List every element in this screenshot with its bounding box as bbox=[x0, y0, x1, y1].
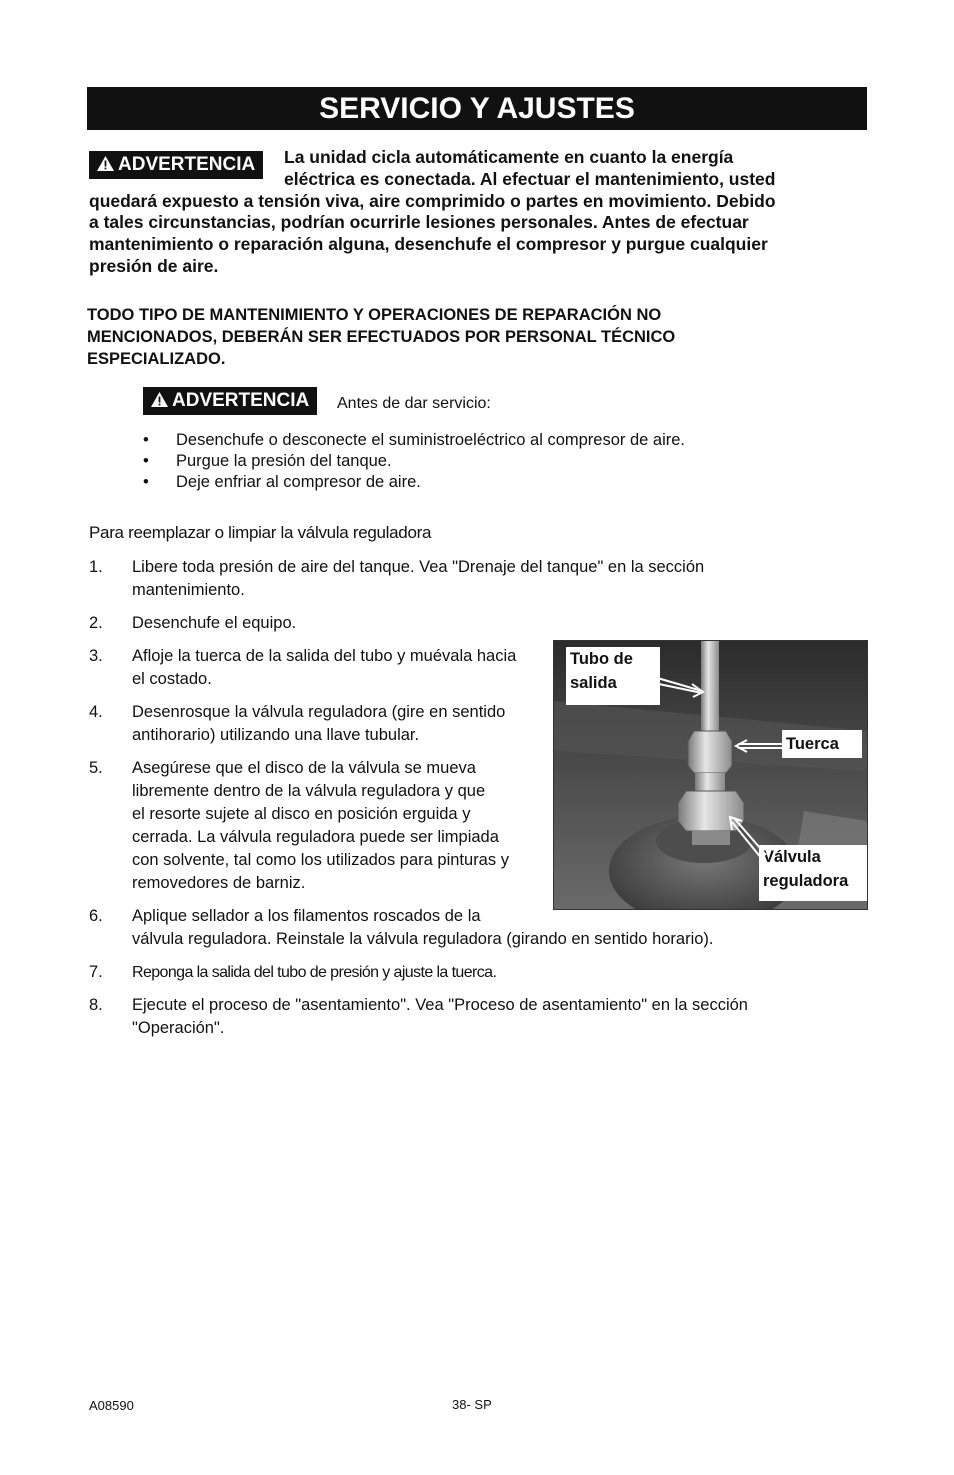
step-number: 3. bbox=[89, 647, 103, 665]
page-title: SERVICIO Y AJUSTES bbox=[87, 87, 867, 130]
specialist-notice bbox=[87, 304, 827, 370]
document-code: A08590 bbox=[89, 1398, 134, 1413]
callout-line: reguladora bbox=[763, 872, 849, 890]
list-item bbox=[143, 472, 685, 493]
warning1-line: eléctrica es conectada. Al efectuar el mantenimiento, usted bbox=[284, 168, 776, 189]
callout-line: Tubo de bbox=[570, 650, 633, 668]
step-line: antihorario) utilizando una llave tubular. bbox=[132, 726, 420, 744]
step-line: cerrada. La válvula reguladora puede ser limpiada bbox=[132, 828, 499, 846]
step-line: válvula reguladora. Reinstale la válvula reguladora (girando en sentido horario). bbox=[132, 930, 714, 948]
step-line: Asegúrese que el disco de la válvula se mueva bbox=[132, 759, 476, 777]
list-item-text: Desenchufe o desconecte el suministroeléctrico al compresor de aire. bbox=[176, 431, 686, 449]
step-line: removedores de barniz. bbox=[132, 874, 306, 892]
notice-line: TODO TIPO DE MANTENIMIENTO Y OPERACIONES DE REPARACIÓN NO bbox=[87, 306, 662, 324]
step-line: "Operación". bbox=[132, 1019, 225, 1037]
list-item-text: Purgue la presión del tanque. bbox=[176, 452, 392, 470]
warning-badge-label: ADVERTENCIA bbox=[118, 154, 256, 175]
step-line: Ejecute el proceso de "asentamiento". Vea "Proceso de asentamiento" en la sección bbox=[132, 996, 748, 1014]
step-number: 8. bbox=[89, 996, 103, 1014]
step-number: 1. bbox=[89, 558, 103, 576]
step-line: Reponga la salida del tubo de presión y ajuste la tuerca. bbox=[132, 964, 497, 981]
step-line: Libere toda presión de aire del tanque. Vea "Drenaje del tanque" en la sección bbox=[132, 558, 705, 576]
warning1-line: La unidad cicla automáticamente en cuanto la energía bbox=[284, 147, 734, 167]
notice-line: ESPECIALIZADO. bbox=[87, 350, 226, 368]
warning1-text bbox=[89, 147, 859, 278]
warning-badge-label: ADVERTENCIA bbox=[172, 390, 310, 411]
step-line: el resorte sujete al disco en posición erguida y bbox=[132, 805, 471, 823]
step-number: 7. bbox=[89, 963, 103, 981]
list-item bbox=[143, 430, 685, 451]
before-service-text: Antes de dar servicio: bbox=[337, 395, 491, 412]
warning1-line: mantenimiento o reparación alguna, desenchufe el compresor y purgue cualquier bbox=[89, 234, 768, 255]
section-subheading: Para reemplazar o limpiar la válvula reguladora bbox=[89, 523, 432, 542]
notice-line: MENCIONADOS, DEBERÁN SER EFECTUADOS POR PERSONAL TÉCNICO bbox=[87, 328, 676, 346]
callout-line: salida bbox=[570, 674, 617, 692]
bullet-icon: • bbox=[143, 452, 149, 470]
step-number: 4. bbox=[89, 703, 103, 721]
precaution-list bbox=[143, 430, 685, 493]
warning1-line: a tales circunstancias, podrían ocurrirle lesiones personales. Antes de efectuar bbox=[89, 212, 749, 233]
step-number: 5. bbox=[89, 759, 103, 777]
page-number: 38- SP bbox=[452, 1397, 492, 1412]
step-number: 6. bbox=[89, 907, 103, 925]
step-line: Afloje la tuerca de la salida del tubo y muévala hacia bbox=[132, 647, 517, 665]
step-number: 2. bbox=[89, 614, 103, 632]
bullet-icon: • bbox=[143, 431, 149, 449]
step-line: con solvente, tal como los utilizados para pinturas y bbox=[132, 851, 509, 869]
list-item bbox=[143, 451, 685, 472]
step-line: el costado. bbox=[132, 670, 212, 688]
warning-badge bbox=[143, 387, 317, 415]
step-line: libremente dentro de la válvula reguladora y que bbox=[132, 782, 486, 800]
warning1-line: presión de aire. bbox=[89, 255, 219, 276]
list-item-text: Deje enfriar al compresor de aire. bbox=[176, 473, 421, 491]
warning-triangle-icon bbox=[151, 388, 168, 416]
callout-line: Tuerca bbox=[786, 735, 839, 753]
valve-photo bbox=[553, 640, 868, 910]
step-line: Aplique sellador a los filamentos roscados de la bbox=[132, 907, 481, 925]
step-line: Desenchufe el equipo. bbox=[132, 614, 297, 632]
callout-arrows bbox=[554, 641, 867, 909]
step-line: mantenimiento. bbox=[132, 581, 245, 599]
warning1-line: quedará expuesto a tensión viva, aire comprimido o partes en movimiento. Debido bbox=[89, 190, 776, 211]
bullet-icon: • bbox=[143, 473, 149, 491]
step-line: Desenrosque la válvula reguladora (gire en sentido bbox=[132, 703, 506, 721]
callout-line: Válvula bbox=[763, 848, 821, 866]
